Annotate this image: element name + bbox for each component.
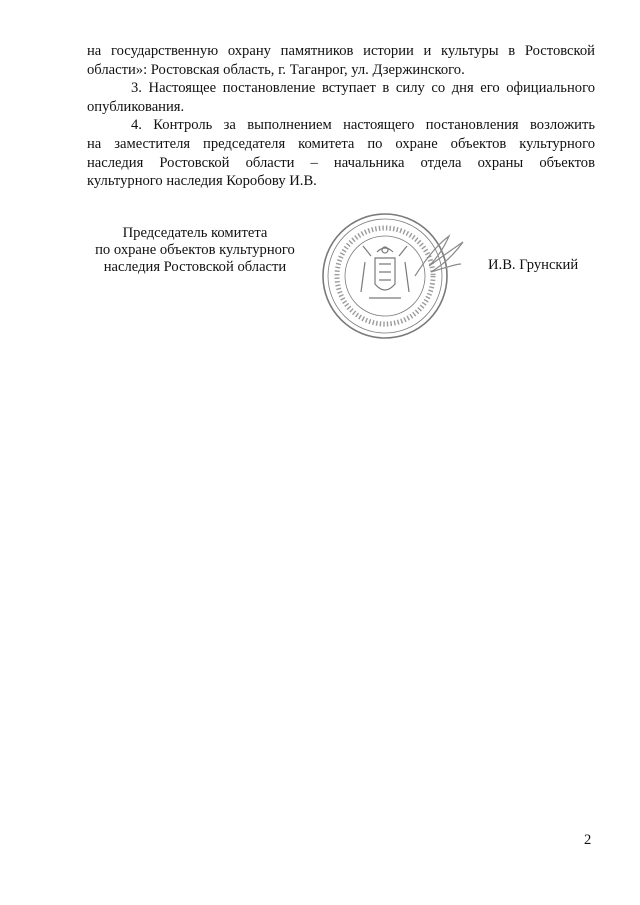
signatory-title-line: Председатель комитета bbox=[122, 225, 268, 241]
document-body bbox=[87, 42, 595, 191]
signatory-title-line: наследия Ростовской области bbox=[103, 259, 287, 275]
seal-outer-ring bbox=[323, 214, 447, 338]
signatory-title-line: по охране объектов культурного bbox=[95, 242, 295, 258]
official-seal-stamp bbox=[317, 206, 467, 346]
signatory-name: И.В. Грунский bbox=[488, 257, 579, 273]
body-line: 4. Контроль за выполнением настоящего постановления возложить bbox=[131, 117, 595, 134]
body-line: на государственную охрану памятников истории и культуры в Ростовской bbox=[87, 43, 595, 59]
seal-text-ring bbox=[337, 228, 433, 324]
handwritten-signature bbox=[415, 236, 463, 276]
coat-of-arms-icon bbox=[361, 246, 409, 298]
body-line: наследия Ростовской области – начальника отдела охраны объектов bbox=[87, 154, 595, 171]
body-line: на заместителя председателя комитета по охране объектов культурного bbox=[87, 135, 595, 152]
body-line: области»: Ростовская область, г. Таганрог, ул. Дзержинского. bbox=[87, 61, 465, 78]
body-line: опубликования. bbox=[87, 98, 185, 115]
signatory-title bbox=[80, 225, 310, 276]
body-line: 3. Настоящее постановление вступает в силу со дня его официального bbox=[131, 80, 595, 97]
page-number: 2 bbox=[584, 832, 592, 848]
body-line: культурного наследия Коробову И.В. bbox=[87, 173, 317, 190]
